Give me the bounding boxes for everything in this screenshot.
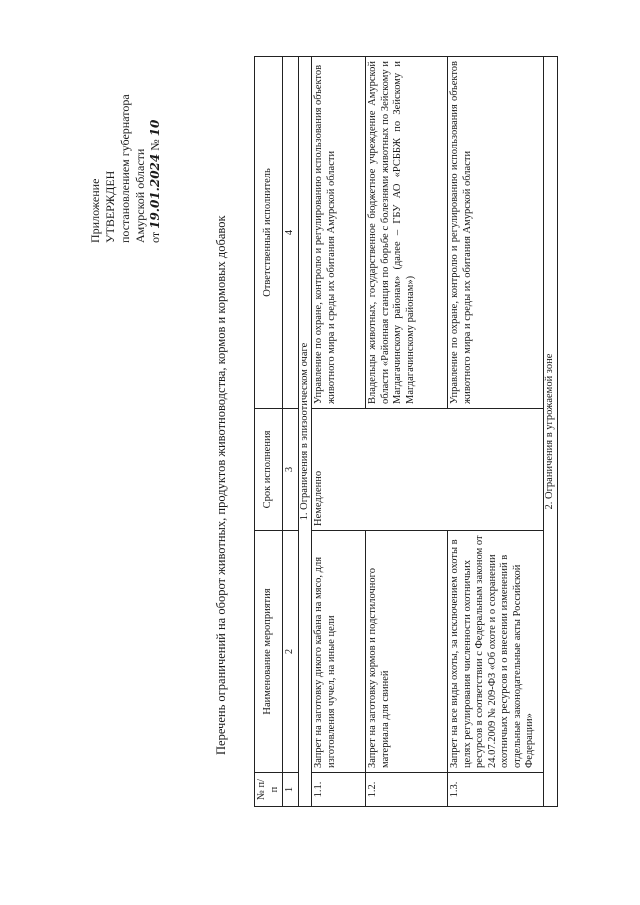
row-executor: Владельцы животных, государственное бюджетное учреждение Амурской области «Районная станция по борьбе с болезнями животных по Зейскому и Магдагачинскому районам» (далее – ГБУ АО «РСББЖ по Зейскому и Магдагачинскому районам») — [366, 57, 448, 409]
decree-label: постановлением губернатора — [118, 94, 132, 243]
row-number: 1.2. — [366, 773, 448, 807]
decree-date: 19.01.2024 — [148, 153, 162, 229]
date-prefix: от — [148, 231, 162, 243]
approval-block — [88, 43, 163, 243]
table-header-row — [255, 57, 283, 807]
section-title: 2. Ограничения в угрожаемой зоне — [544, 57, 558, 807]
section-row — [544, 57, 558, 807]
row-measure: Запрет на заготовку дикого кабана на мясо, для изготовления чучел, на иные цели — [312, 531, 366, 773]
restrictions-table — [254, 56, 558, 807]
section-row — [298, 57, 312, 807]
header-executor: Ответственный исполнитель — [255, 57, 283, 409]
number-prefix: № — [148, 139, 162, 151]
table-column-numbers-row — [283, 57, 299, 807]
decree-date-line — [148, 43, 163, 243]
row-number: 1.1. — [312, 773, 366, 807]
row-measure: Запрет на все виды охоты, за исключением охоты в целях регулирования численности охотничьих ресурсов в соответствии с Федеральным законом от 24.07.2009 № 209-ФЗ «Об охоте и о сохранении охотничьих ресурсов и о внесении изменений в отдельные законодательные акты Российской Федерации» — [448, 531, 544, 773]
section-title: 1. Ограничения в эпизоотическом очаге — [298, 57, 312, 807]
row-executor: Управление по охране, контролю и регулированию использования объектов животного мира и среды их обитания Амурской области — [312, 57, 366, 409]
column-number: 2 — [283, 531, 299, 773]
header-measure: Наименование мероприятия — [255, 531, 283, 773]
column-number: 1 — [283, 773, 299, 807]
row-measure: Запрет на заготовку кормов и подстилочного материала для свиней — [366, 531, 448, 773]
approved-label: УТВЕРЖДЕН — [103, 170, 117, 243]
row-executor: Управление по охране, контролю и регулированию использования объектов животного мира и среды их обитания Амурской области — [448, 57, 544, 409]
decree-number: 10 — [148, 119, 162, 137]
column-number: 4 — [283, 57, 299, 409]
column-number: 3 — [283, 409, 299, 531]
region-label: Амурской области — [133, 148, 147, 243]
row-number: 1.3. — [448, 773, 544, 807]
header-number: № п/п — [255, 773, 283, 807]
header-term: Срок исполнения — [255, 409, 283, 531]
row-term: Немедленно — [312, 409, 544, 531]
table-row — [312, 57, 366, 807]
appendix-label: Приложение — [88, 178, 102, 243]
document-title: Перечень ограничений на оборот животных, продуктов животноводства, кормов и кормовых добавок — [214, 215, 228, 755]
